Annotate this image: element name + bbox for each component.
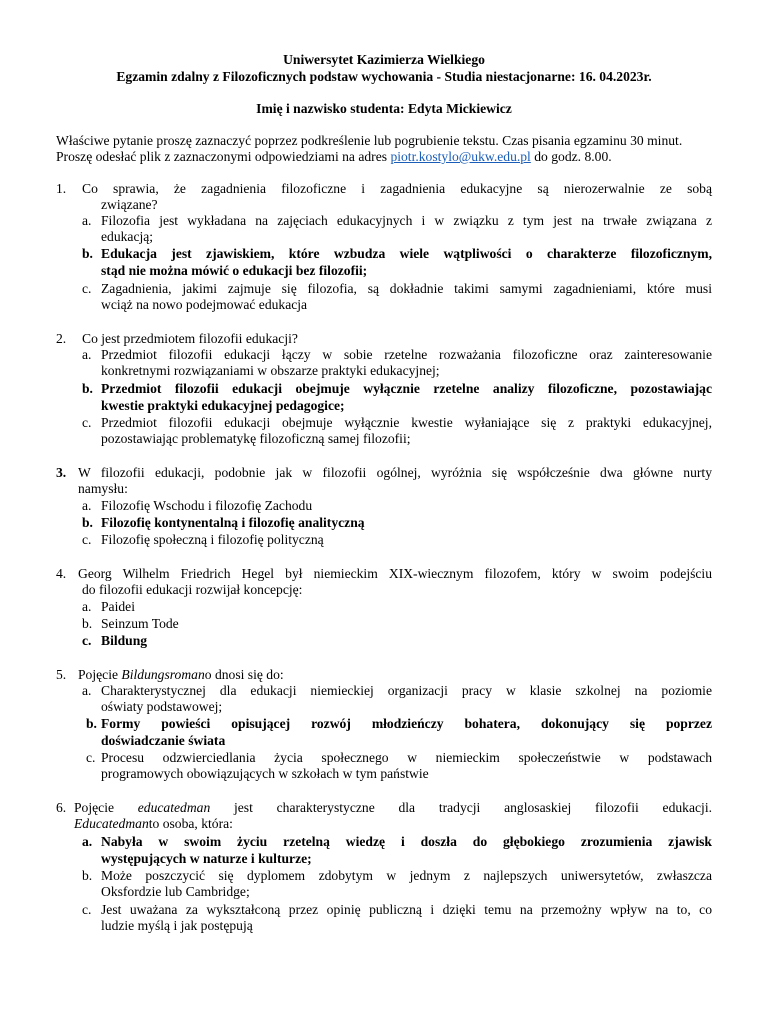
exam-title: Egzamin zdalny z Filozoficznych podstaw wychowania - Studia niestacjonarne: 16. 04.2023r. xyxy=(116,69,652,84)
option-text: kwestie praktyki edukacyjnej pedagogice; xyxy=(101,398,345,413)
option-text: ludzie myślą i jak postępują xyxy=(101,918,253,933)
option-marker: a. xyxy=(82,683,92,698)
question-text: Co jest przedmiotem filozofii edukacji? xyxy=(82,331,298,346)
option-text: Oksfordzie lub Cambridge; xyxy=(101,884,250,899)
option-text: Paidei xyxy=(101,599,135,614)
question-text: do filozofii edukacji rozwijał koncepcję: xyxy=(82,582,303,597)
option-text: Filozofię Wschodu i filozofię Zachodu xyxy=(101,498,313,513)
question-term: Bildungsroman xyxy=(121,667,205,682)
option-text: Seinzum Tode xyxy=(101,616,179,631)
option-text: Edukacja jest zjawiskiem, które wzbudza wiele wątpliwości o charakterze filozoficznym, xyxy=(101,246,712,261)
option-text: Przedmiot filozofii edukacji obejmuje wyłącznie rzetelne analizy filozoficzne, pozostawiając xyxy=(101,381,712,396)
option-marker: b. xyxy=(86,716,97,731)
option-marker: a. xyxy=(82,834,93,849)
instructions-text: Proszę odesłać plik z zaznaczonymi odpowiedziami na adres xyxy=(56,149,391,164)
instructions-line-1: Właściwe pytanie proszę zaznaczyć poprzez podkreślenie lub pogrubienie tekstu. Czas pisania egzaminu 30 minut. xyxy=(56,133,683,148)
option-marker: a. xyxy=(82,213,92,228)
question-text: Georg Wilhelm Friedrich Hegel był niemieckim XIX-wiecznym filozofem, który w swoim podejściu xyxy=(78,566,712,581)
option-text: Przedmiot filozofii edukacji obejmuje wyłącznie kwestie wyłaniające się z praktyki edukacyjnej, xyxy=(101,415,712,430)
question-text xyxy=(74,800,712,816)
option-text: Bildung xyxy=(101,633,148,648)
option-text: edukacją; xyxy=(101,229,154,244)
option-marker: c. xyxy=(86,750,96,765)
question-text-part: Pojęcie xyxy=(78,667,122,682)
option-marker: b. xyxy=(82,515,93,530)
option-marker: b. xyxy=(82,381,93,396)
option-text: programowych obowiązujących w szkołach w tym państwie xyxy=(101,766,429,781)
option-text: Filozofię społeczną i filozofię polityczną xyxy=(101,532,324,547)
option-marker: c. xyxy=(82,415,92,430)
option-text: konkretnymi rozwiązaniami w obszarze praktyki edukacyjnej; xyxy=(101,363,440,378)
question-text: W filozofii edukacji, podobnie jak w filozofii ogólnej, wyróżnia się współcześnie dwa główne nurty xyxy=(78,465,712,480)
option-text: Filozofia jest wykładana na zajęciach edukacyjnych i w związku z tym jest na trwałe związana z xyxy=(101,213,712,228)
option-text: oświaty podstawowej; xyxy=(101,699,223,714)
question-number: 6. xyxy=(56,800,67,815)
email-link[interactable]: piotr.kostylo@ukw.edu.pl xyxy=(390,149,531,164)
option-marker: a. xyxy=(82,498,92,513)
question-term: Educatedman xyxy=(74,816,149,831)
option-marker: a. xyxy=(82,599,92,614)
option-text: Formy powieści opisującej rozwój młodzieńczy bohatera, dokonujący się poprzez xyxy=(101,716,712,731)
question-text xyxy=(74,816,233,832)
question-number: 5. xyxy=(56,667,67,682)
option-marker: a. xyxy=(82,347,92,362)
instructions-line-2 xyxy=(56,149,612,165)
option-marker: c. xyxy=(82,281,92,296)
option-marker: b. xyxy=(82,868,93,883)
option-text: Procesu odzwierciedlania życia społecznego w niemieckim społeczeństwie w podstawach xyxy=(101,750,712,765)
option-text: doświadczanie świata xyxy=(101,733,226,748)
option-text: pozostawiając problematykę filozoficzną samej filozofii; xyxy=(101,431,411,446)
option-marker: c. xyxy=(82,532,92,547)
question-number: 1. xyxy=(56,181,67,196)
question-text-part: Pojęcie xyxy=(74,800,138,815)
option-text: Jest uważana za wykształconą przez opinię publiczną i dzięki temu na przemożny wpływ na to, co xyxy=(101,902,712,917)
option-text: Filozofię kontynentalną i filozofię analityczną xyxy=(101,515,365,530)
question-text-part: o dnosi się do: xyxy=(204,667,284,682)
option-marker: c. xyxy=(82,633,92,648)
question-text: związane? xyxy=(101,197,158,212)
option-marker: b. xyxy=(82,246,93,261)
question-term: educatedman xyxy=(137,800,211,815)
option-text: Nabyła w swoim życiu rzetelną wiedzę i doszła do głębokiego zrozumienia zjawisk xyxy=(101,834,712,849)
student-name: Imię i nazwisko studenta: Edyta Mickiewicz xyxy=(256,101,512,116)
question-number: 2. xyxy=(56,331,67,346)
question-text-part: to osoba, która: xyxy=(148,816,233,831)
option-text: występujących w naturze i kulturze; xyxy=(101,851,312,866)
option-text: Przedmiot filozofii edukacji łączy w sobie rzetelne rozważania filozoficzne oraz zainteresowanie xyxy=(101,347,712,362)
question-text: Co sprawia, że zagadnienia filozoficzne i zagadnienia edukacyjne są nierozerwalnie ze sobą xyxy=(82,181,712,196)
question-text-part: jest charakterystyczne dla tradycji anglosaskiej filozofii edukacji. xyxy=(210,800,712,815)
question-text: namysłu: xyxy=(78,481,128,496)
option-text: stąd nie można mówić o edukacji bez filozofii; xyxy=(101,263,368,278)
option-text: Charakterystycznej dla edukacji niemieckiej organizacji pracy w klasie szkolnej na poziomie xyxy=(101,683,712,698)
question-number: 3. xyxy=(56,465,67,480)
option-marker: b. xyxy=(82,616,93,631)
university-title: Uniwersytet Kazimierza Wielkiego xyxy=(283,52,485,67)
question-text xyxy=(78,667,284,683)
question-number: 4. xyxy=(56,566,67,581)
option-marker: c. xyxy=(82,902,92,917)
instructions-deadline: do godz. 8.00. xyxy=(530,149,612,164)
option-text: Może poszczycić się dyplomem zdobytym w jednym z najlepszych uniwersytetów, zwłaszcza xyxy=(101,868,712,883)
option-text: wciąż na nowo podejmować edukacja xyxy=(101,297,308,312)
option-text: Zagadnienia, jakimi zajmuje się filozofia, są dokładnie takimi samymi zagadnieniami, które musi xyxy=(101,281,712,296)
